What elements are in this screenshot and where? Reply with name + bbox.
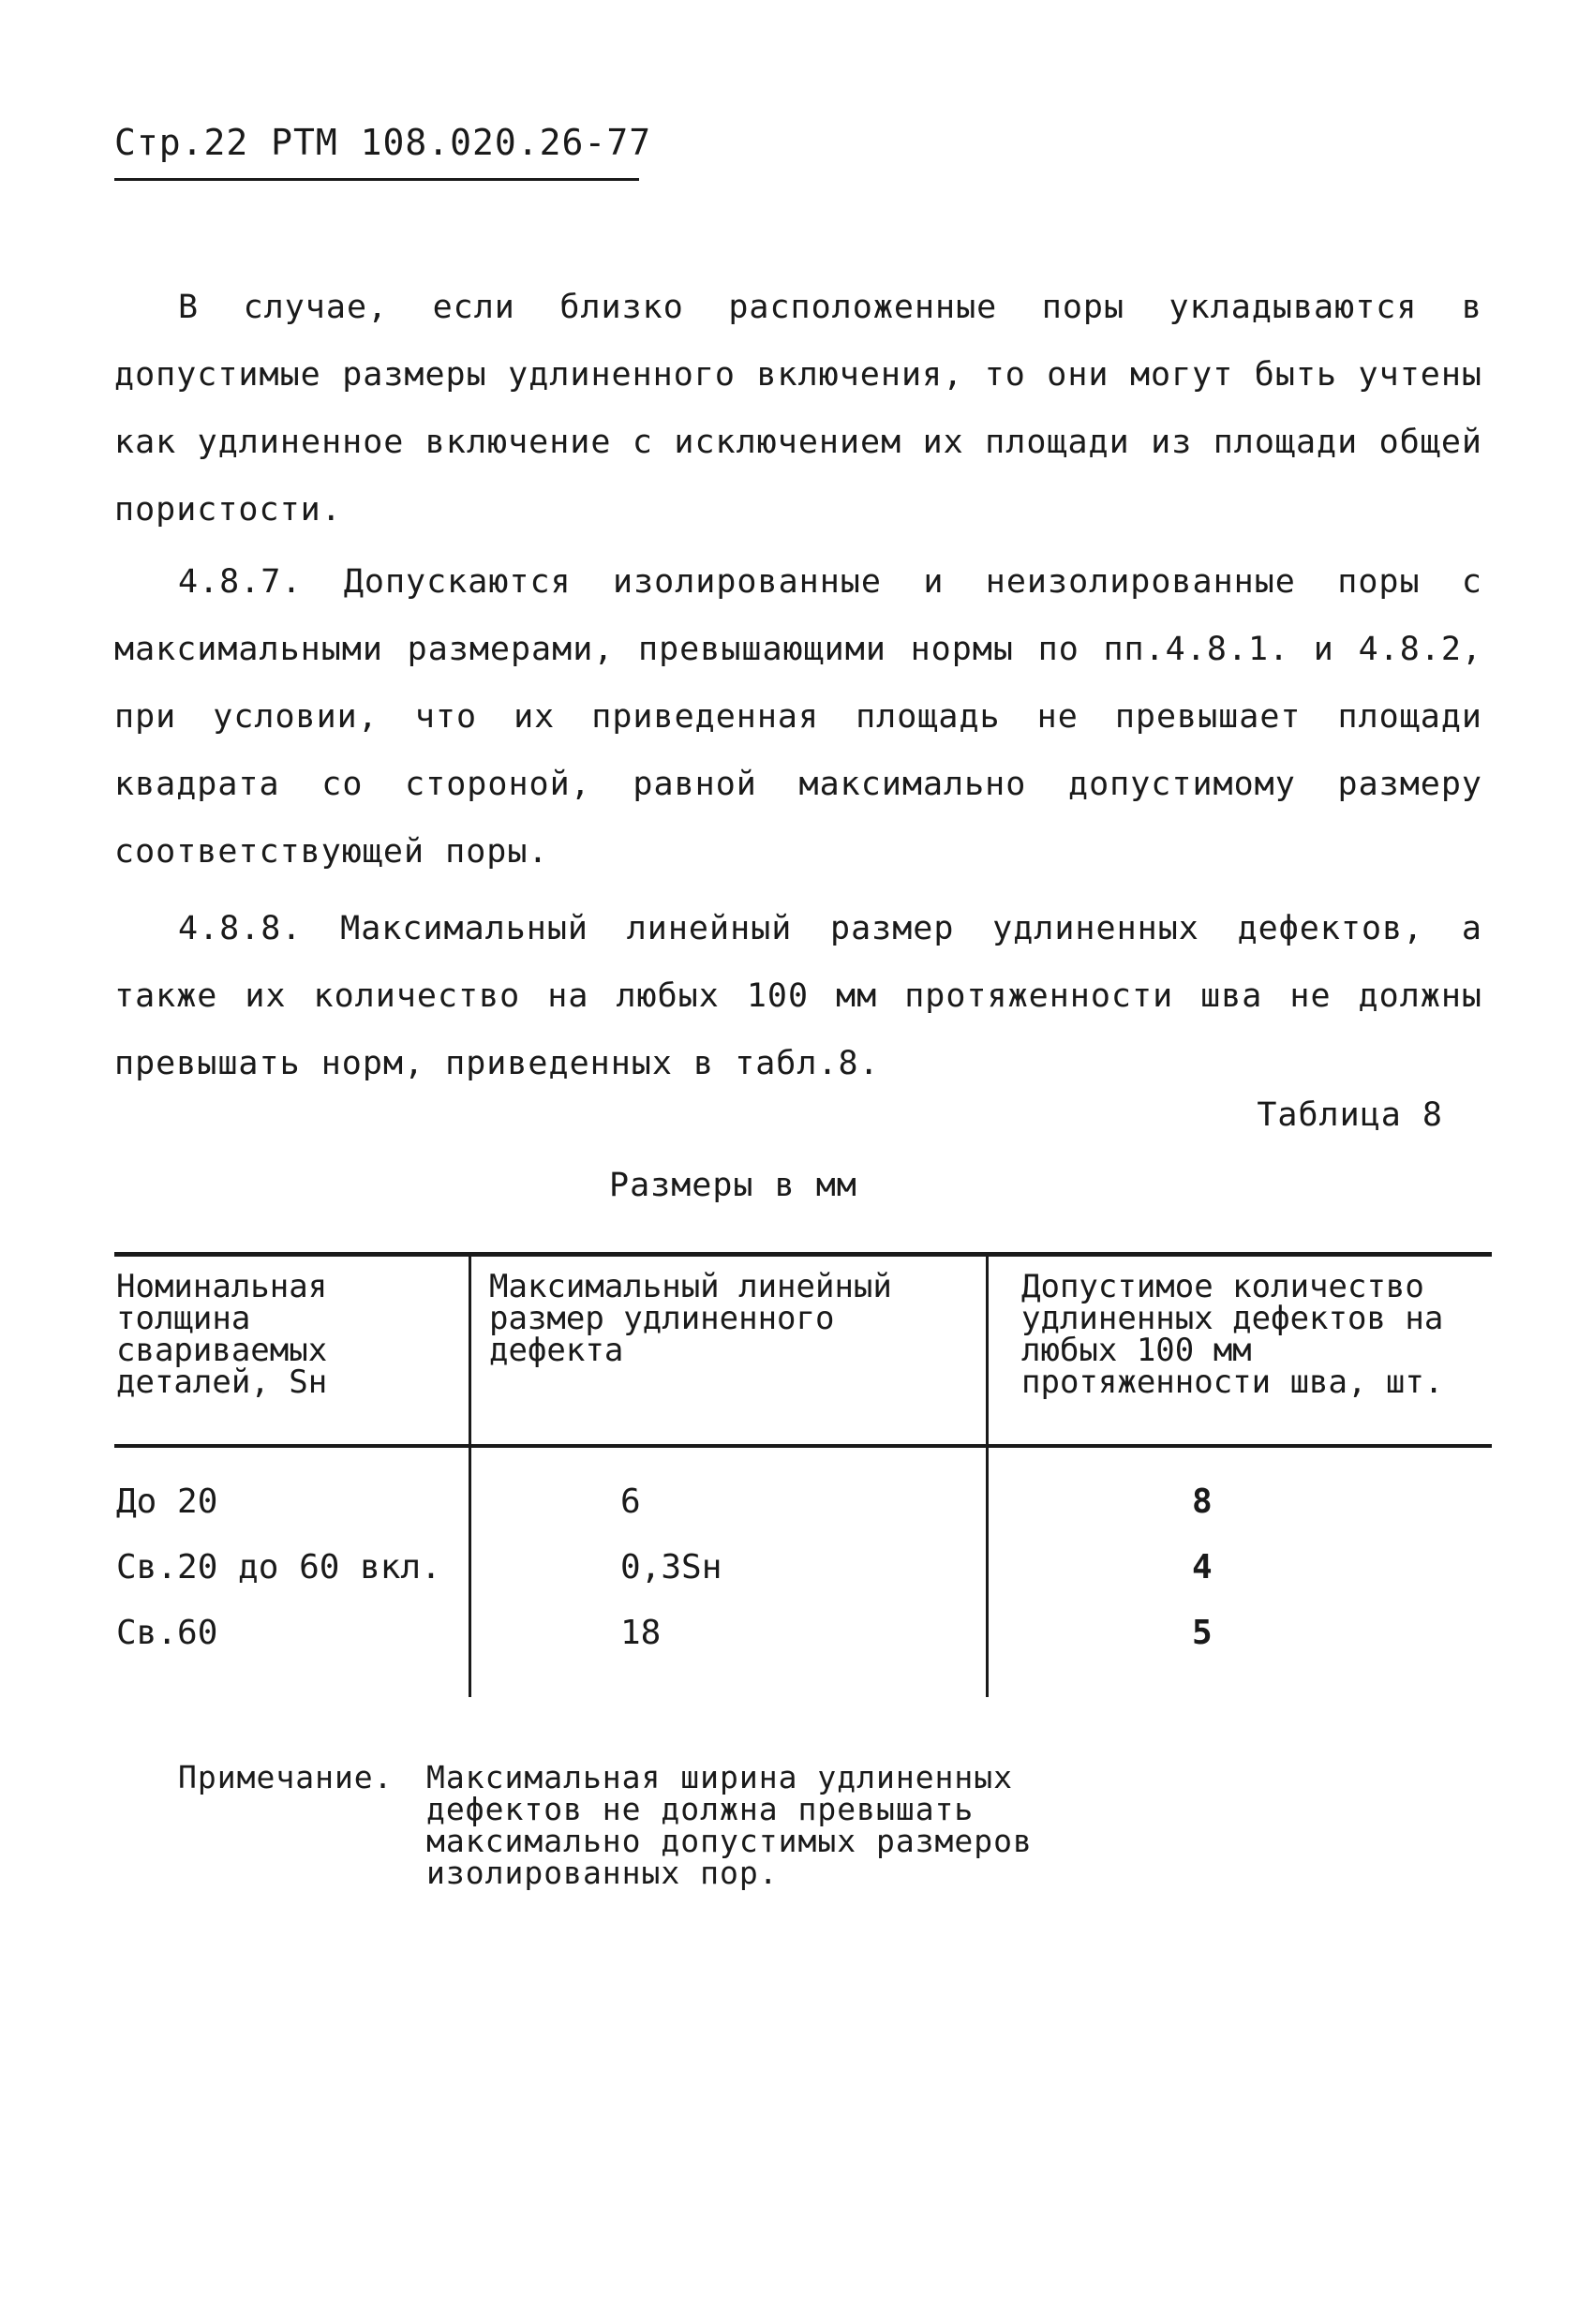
paragraph-pores: В случае, если близко расположенные поры укладываются в допустимые размеры удлиненного включения, то они могут быть учтены как удлиненное включение с исключением их площади из площади общей пористости.	[114, 289, 1482, 529]
table-row	[114, 1482, 1492, 1539]
header-underline	[114, 178, 639, 181]
cell-max-size: 18	[620, 1614, 662, 1652]
paragraph-4-8-8: 4.8.8. Максимальный линейный размер удлиненных дефектов, а также их количество на любых 100 мм протяженности шва не должны превышать норм, приведенных в табл.8.	[114, 910, 1482, 1082]
cell-count: 8	[1192, 1482, 1213, 1521]
table-label: Таблица 8	[1257, 1096, 1443, 1134]
cell-count: 5	[1192, 1614, 1213, 1652]
defects-table	[114, 1252, 1492, 1697]
table-top-rule	[114, 1252, 1492, 1257]
cell-thickness: Св.60	[116, 1614, 218, 1652]
cell-max-size: 6	[620, 1482, 641, 1521]
table-units: Размеры в мм	[609, 1167, 857, 1204]
page-header: Стр.22 РТМ 108.020.26-77	[114, 122, 652, 163]
column-header-thickness: Номинальная толщина свариваемых деталей, Sн	[116, 1268, 328, 1401]
cell-thickness: До 20	[116, 1482, 218, 1521]
paragraph-4-8-7: 4.8.7. Допускаются изолированные и неизолированные поры с максимальными размерами, превышающими нормы по пп.4.8.1. и 4.8.2, при условии, что их приведенная площадь не превышает площади квадрата со стороной, равной максимально допустимому размеру соответствующей поры.	[114, 563, 1482, 871]
column-header-allowed-count: Допустимое количество удлиненных дефектов на любых 100 мм протяженности шва, шт.	[1021, 1268, 1444, 1401]
note-label: Примечание.	[178, 1759, 394, 1795]
table-row	[114, 1548, 1492, 1604]
table-header-rule	[114, 1444, 1492, 1448]
cell-max-size: 0,3Sн	[620, 1548, 722, 1587]
cell-count: 4	[1192, 1548, 1213, 1587]
column-header-max-size: Максимальный линейный размер удлиненного дефекта	[489, 1268, 892, 1369]
note-text: Максимальная ширина удлиненных дефектов не должна превышать максимально допустимых размеров изолированных пор.	[426, 1759, 1033, 1891]
cell-thickness: Св.20 до 60 вкл.	[116, 1548, 441, 1587]
table-row	[114, 1614, 1492, 1670]
